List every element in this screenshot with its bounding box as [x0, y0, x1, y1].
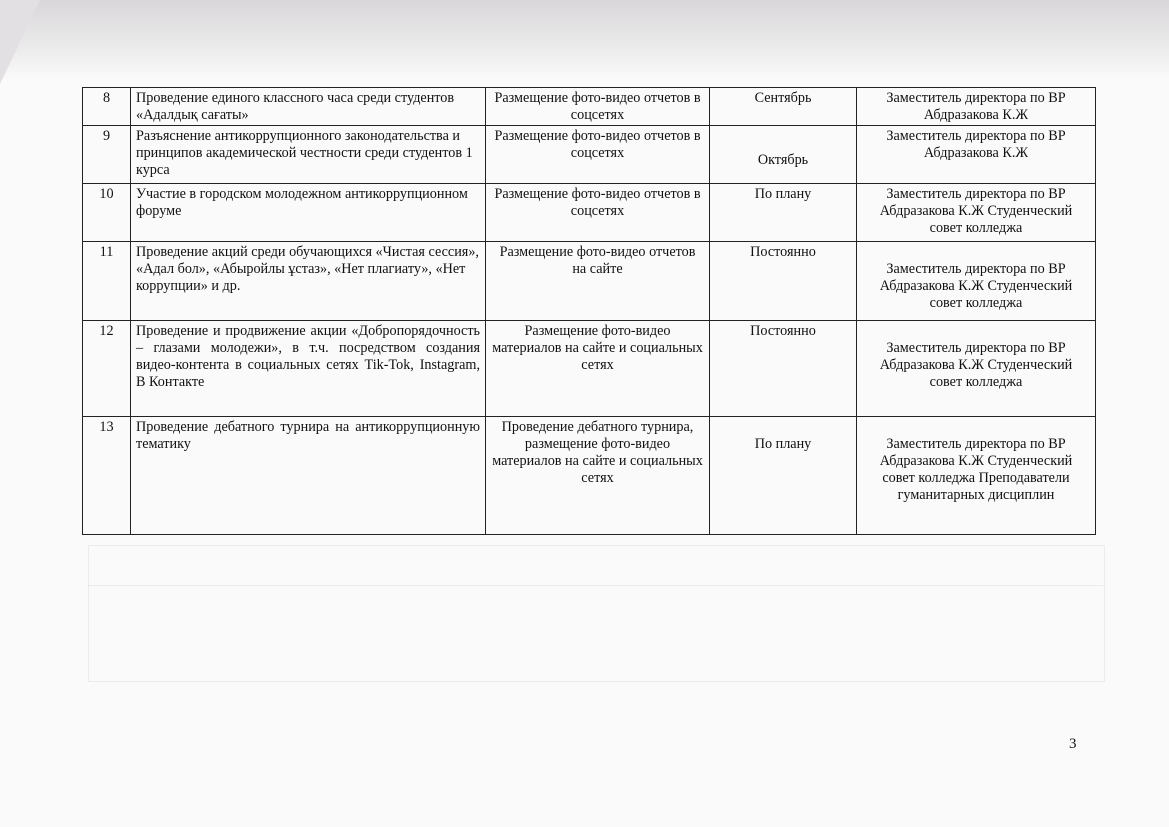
page-number: 3: [1069, 736, 1077, 752]
bleed-through-table: [88, 545, 1105, 682]
scan-shadow: [0, 0, 1169, 80]
result-cell: Размещение фото-видео отчетов в соцсетях: [486, 88, 710, 126]
bleed-through-line: [88, 585, 1103, 586]
event-cell: Проведение акций среди обучающихся «Чистая сессия», «Адал бол», «Абыройлы ұстаз», «Нет плагиату», «Нет коррупции» и др.: [131, 242, 486, 321]
table-row: [83, 321, 1096, 417]
responsible-cell: Заместитель директора по ВР Абдразакова К.Ж: [857, 126, 1096, 184]
responsible-cell: Заместитель директора по ВР Абдразакова К.Ж Студенческий совет колледжа Преподаватели гуманитарных дисциплин: [857, 417, 1096, 535]
table-row: [83, 417, 1096, 535]
term-cell: Октябрь: [710, 126, 857, 184]
event-cell: Участие в городском молодежном антикоррупционном форуме: [131, 184, 486, 242]
event-cell: Проведение единого классного часа среди студентов «Адалдық сағаты»: [131, 88, 486, 126]
responsible-cell: Заместитель директора по ВР Абдразакова К.Ж Студенческий совет колледжа: [857, 321, 1096, 417]
row-number: 10: [83, 184, 131, 242]
responsible-cell: Заместитель директора по ВР Абдразакова К.Ж: [857, 88, 1096, 126]
row-number: 11: [83, 242, 131, 321]
row-number: 12: [83, 321, 131, 417]
result-cell: Размещение фото-видео материалов на сайте и социальных сетях: [486, 321, 710, 417]
result-cell: Размещение фото-видео отчетов в соцсетях: [486, 184, 710, 242]
result-cell: Проведение дебатного турнира, размещение фото-видео материалов на сайте и социальных сетях: [486, 417, 710, 535]
row-number: 9: [83, 126, 131, 184]
event-cell: Проведение и продвижение акции «Добропорядочность – глазами молодежи», в т.ч. посредством создания видео-контента в социальных сетях Tik-Tok, Instagram, В Контакте: [131, 321, 486, 417]
row-number: 8: [83, 88, 131, 126]
term-cell: По плану: [710, 184, 857, 242]
term-cell: Постоянно: [710, 242, 857, 321]
event-plan-table: [82, 87, 1096, 535]
row-number: 13: [83, 417, 131, 535]
table-row: [83, 126, 1096, 184]
result-cell: Размещение фото-видео отчетов в соцсетях: [486, 126, 710, 184]
event-cell: Проведение дебатного турнира на антикоррупционную тематику: [131, 417, 486, 535]
result-cell: Размещение фото-видео отчетов на сайте: [486, 242, 710, 321]
responsible-cell: Заместитель директора по ВР Абдразакова К.Ж Студенческий совет колледжа: [857, 184, 1096, 242]
responsible-cell: Заместитель директора по ВР Абдразакова К.Ж Студенческий совет колледжа: [857, 242, 1096, 321]
term-cell: Сентябрь: [710, 88, 857, 126]
event-cell: Разъяснение антикоррупционного законодательства и принципов академической честности среди студентов 1 курса: [131, 126, 486, 184]
table-row: [83, 184, 1096, 242]
term-cell: Постоянно: [710, 321, 857, 417]
table-row: [83, 242, 1096, 321]
term-cell: По плану: [710, 417, 857, 535]
table-row: [83, 88, 1096, 126]
scan-corner-shadow: [0, 0, 40, 84]
